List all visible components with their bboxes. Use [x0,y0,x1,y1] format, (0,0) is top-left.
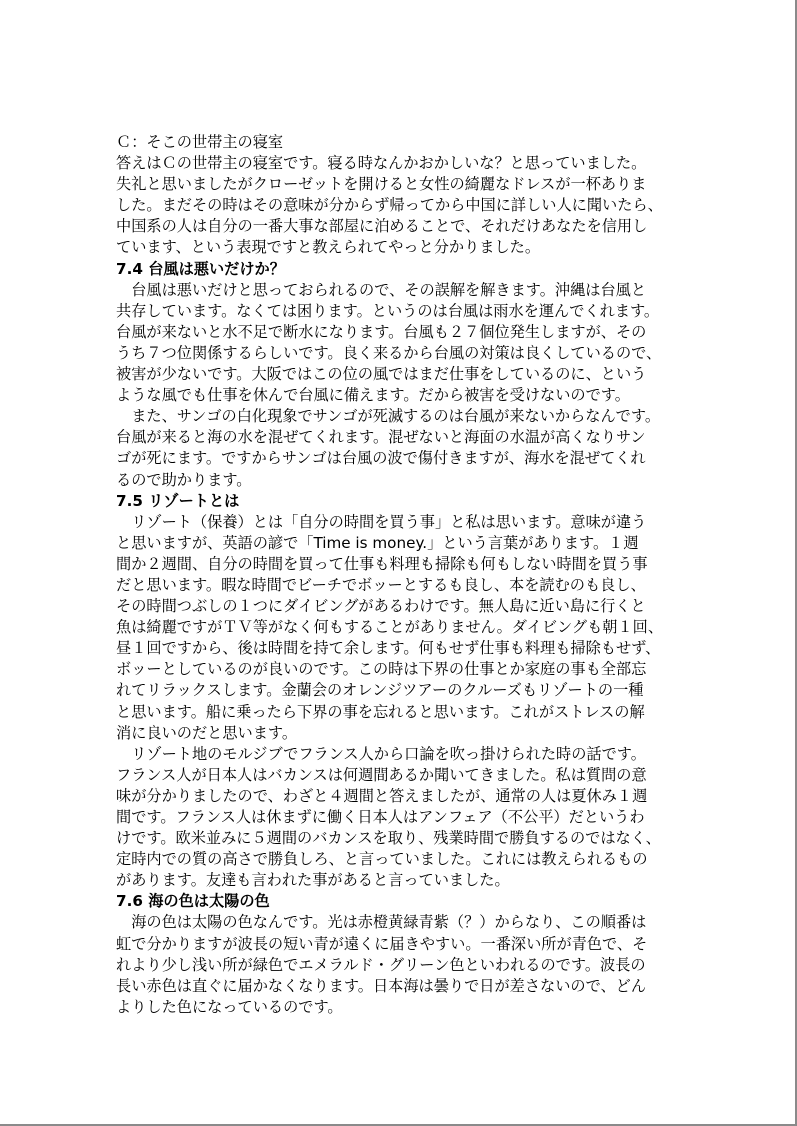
text-line: 答えはＣの世帯主の寝室です。寝る時なんかおかしいな？と思っていました。 [116,154,647,173]
text-line: ような風でも仕事を休んで台風に備えます。だから被害を受けないのです。 [116,386,630,405]
text-line: 失礼と思いましたがクローゼットを開けると女性の綺麗なドレスが一杯ありま [116,175,647,194]
text-line: 間か２週間、自分の時間を買って仕事も料理も掃除も何もしない時間を買う事 [116,554,648,573]
text-line: れより少し浅い所が緑色でエメラルド・グリーン色といわれるのです。波長の [116,955,646,974]
text-line: れてリラックスします。金蘭会のオレンジツアーのクルーズもリゾートの一種 [116,681,644,700]
text-line: ボッーとしているのが良いのです。この時は下界の仕事とか家庭の事も全部忘 [116,660,647,679]
text-line: よりした色になっているのです。 [116,997,343,1016]
text-line: 中国系の人は自分の一番大事な部屋に泊めることで、それだけあなたを信用し [116,217,648,236]
text-line: リゾート（保養）とは「自分の時間を買う事」と私は思います。意味が違う [116,512,647,531]
text-line: 魚は綺麗ですがＴＶ等がなく何もすることがありません。ダイビングも朝１回、 [116,618,664,637]
text-line: 台風は悪いだけと思っておられるので、その誤解を解きます。沖縄は台風と [116,280,647,299]
text-line: 味が分かりましたので、わざと４週間と答えましたが、通常の人は夏休み１週 [116,786,648,805]
text-line: 台風が来ないと水不足で断水になります。台風も２７個位発生しますが、その [116,322,647,341]
text-line: 定時内での質の高さで勝負しろ、と言っていました。これには教えられるもの [116,850,648,869]
text-line: と思いますが、英語の諺で「Time is money.」という言葉があります。１週 [116,533,639,552]
text-line: 台風が来ると海の水を混ぜてくれます。混ぜないと海面の水温が高くなりサン [116,428,646,447]
text-line: と思います。船に乗ったら下界の事を忘れると思います。これがストレスの解 [116,702,645,721]
document-body [116,132,684,1018]
text-line: うち７つ位関係するらしいです。良く来るから台風の対策は良くしているので、 [116,343,662,362]
text-line: 昼１回ですから、後は時間を持て余します。何もせず仕事も料理も掃除もせず、 [116,639,661,658]
text-line: 虹で分かりますが波長の短い青が遠くに届きやすい。一番深い所が青色で、そ [116,934,648,953]
section-heading: 7.6 海の色は太陽の色 [116,892,270,911]
text-line: また、サンゴの白化現象でサンゴが死滅するのは台風が来ないからなんです。 [116,407,661,426]
text-line: ています、という表現ですと教えられてやっと分かりました。 [116,238,541,257]
section-heading: 7.5 リゾートとは [116,491,240,510]
text-line: だと思います。暇な時間でビーチでボッーとするも良し、本を読むのも良し、 [116,575,646,594]
section-heading: 7.4 台風は悪いだけか？ [116,259,285,278]
text-line: 間です。フランス人は休まずに働く日本人はアンフェア（不公平）だというわ [116,808,645,826]
text-line: 共存しています。なくては困ります。というのは台風は雨水を運んでくれます。 [116,301,660,320]
text-line: 消に良いのだと思います。 [116,723,298,742]
text-line: ゴが死にます。ですからサンゴは台風の波で傷付きますが、海水を混ぜてくれ [116,449,646,468]
text-line: けです。欧米並みに５週間のバカンスを取り、残業時間で勝負するのではなく、 [116,829,661,848]
text-line: 被害が少ないです。大阪ではこの位の風ではまだ仕事をしているのに、という [116,365,647,384]
text-line: があります。友達も言われた事があると言っていました。 [116,871,510,890]
text-line: リゾート地のモルジブでフランス人から口論を吹っ掛けられた時の話です。 [116,744,646,763]
text-line: フランス人が日本人はバカンスは何週間あるか聞いてきました。私は質問の意 [116,765,647,784]
text-line: した。まだその時はその意味が分からず帰ってから中国に詳しい人に聞いたら、 [116,196,663,215]
text-line: るので助かります。 [116,470,252,489]
text-line: Ｃ：そこの世帯主の寝室 [116,133,284,151]
text-line: 長い赤色は直ぐに届かなくなります。日本海は曇りで日が差さないので、どん [116,976,647,995]
text-line: 海の色は太陽の色なんです。光は赤橙黄緑青紫（？）からなり、この順番は [116,913,647,932]
text-line: その時間つぶしの１つにダイビングがあるわけです。無人島に近い島に行くと [116,597,646,616]
